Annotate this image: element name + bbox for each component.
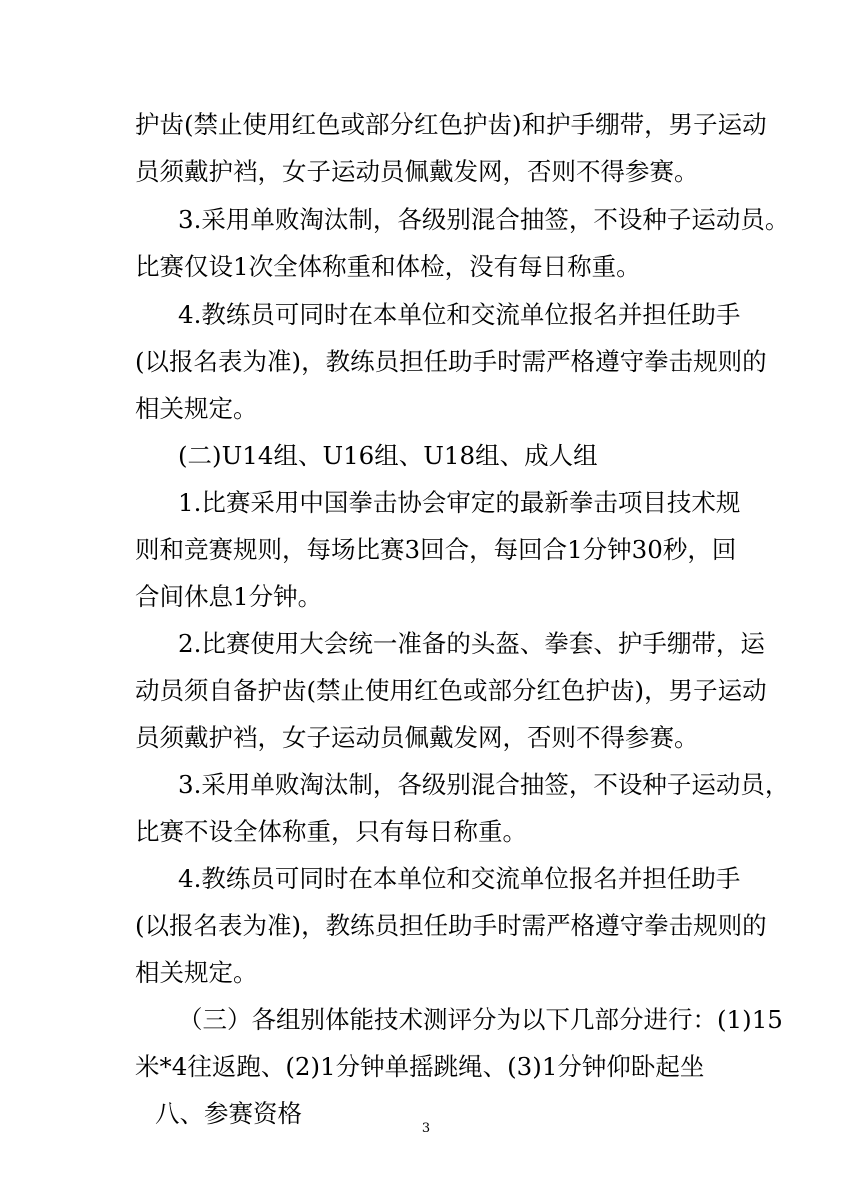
section-heading: (二)U14组、U16组、U18组、成人组 <box>178 441 598 470</box>
paragraph-line: (以报名表为准)，教练员担任助手时需严格遵守拳击规则的 <box>135 347 767 376</box>
paragraph-line: 4.教练员可同时在本单位和交流单位报名并担任助手 <box>178 300 741 329</box>
paragraph-line: 3.采用单败淘汰制，各级别混合抽签，不设种子运动员。 <box>178 205 790 234</box>
section-heading: 八、参赛资格 <box>155 1099 302 1128</box>
paragraph-line: (以报名表为准)，教练员担任助手时需严格遵守拳击规则的 <box>135 911 767 940</box>
paragraph-line: 相关规定。 <box>135 394 258 423</box>
paragraph-line: 3.采用单败淘汰制，各级别混合抽签，不设种子运动员， <box>178 770 790 799</box>
paragraph-line: 合间休息1分钟。 <box>135 582 323 611</box>
paragraph-line: 员须戴护裆，女子运动员佩戴发网，否则不得参赛。 <box>135 157 699 186</box>
paragraph-line: 护齿(禁止使用红色或部分红色护齿)和护手绷带，男子运动 <box>135 110 767 139</box>
paragraph-line: 4.教练员可同时在本单位和交流单位报名并担任助手 <box>178 864 741 893</box>
paragraph-line: 动员须自备护齿(禁止使用红色或部分红色护齿)，男子运动 <box>135 676 767 705</box>
paragraph-line: 则和竞赛规则，每场比赛3回合，每回合1分钟30秒，回 <box>135 535 737 564</box>
paragraph-line: 员须戴护裆，女子运动员佩戴发网，否则不得参赛。 <box>135 723 699 752</box>
paragraph-line: 1.比赛采用中国拳击协会审定的最新拳击项目技术规 <box>178 488 741 517</box>
paragraph-line: 比赛仅设1次全体称重和体检，没有每日称重。 <box>135 252 641 281</box>
paragraph-line: 相关规定。 <box>135 958 258 987</box>
paragraph-line: （三）各组别体能技术测评分为以下几部分进行：(1)15 <box>178 1005 783 1034</box>
page-number: 3 <box>421 1121 431 1136</box>
paragraph-line: 2.比赛使用大会统一准备的头盔、拳套、护手绷带，运 <box>178 629 765 658</box>
paragraph-line: 比赛不设全体称重，只有每日称重。 <box>135 817 527 846</box>
paragraph-line: 米*4往返跑、(2)1分钟单摇跳绳、(3)1分钟仰卧起坐 <box>135 1052 705 1081</box>
